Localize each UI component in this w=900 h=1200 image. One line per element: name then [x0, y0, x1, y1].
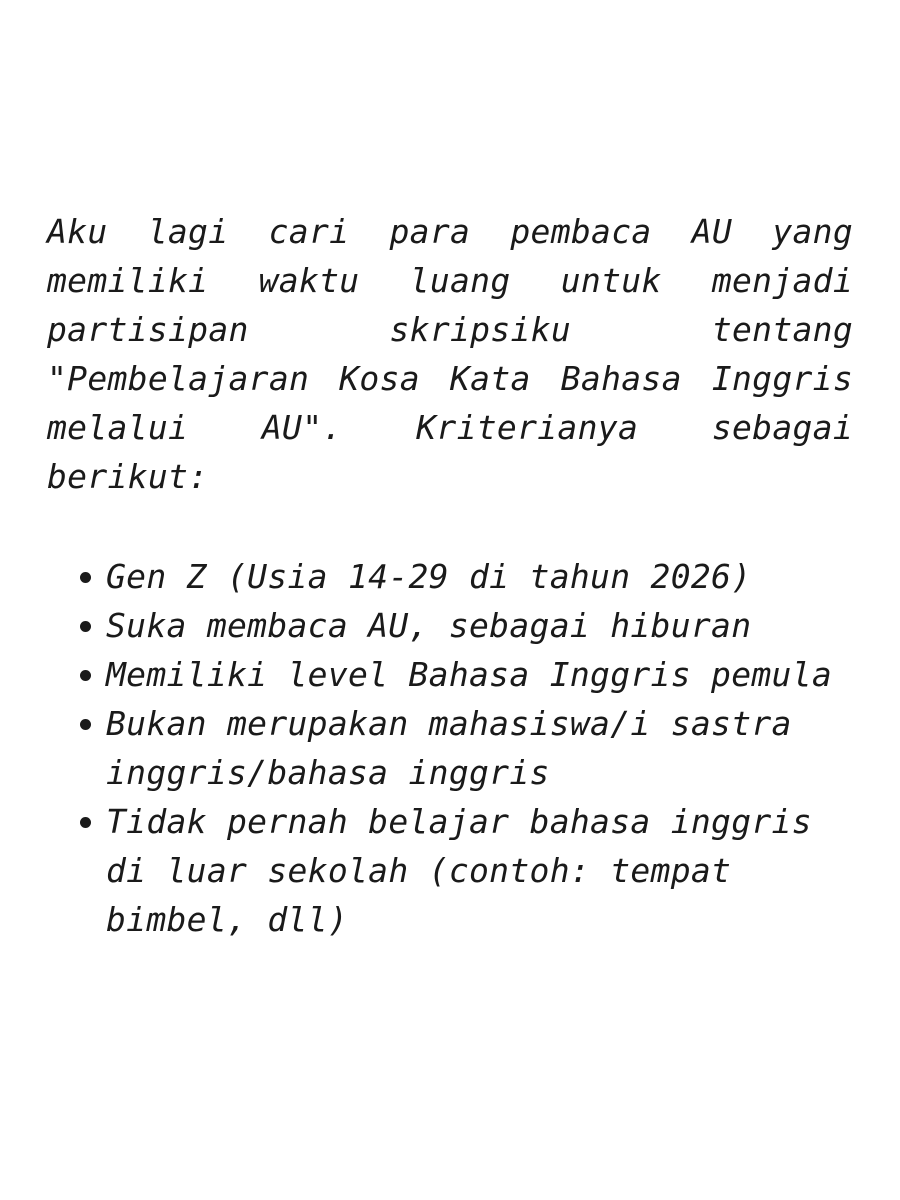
criteria-text: Suka membaca AU, sebagai hiburan — [106, 606, 752, 645]
list-item — [106, 699, 866, 797]
bullet-icon — [80, 670, 91, 681]
list-item — [106, 552, 866, 601]
criteria-text: Memiliki level Bahasa Inggris pemula — [106, 655, 833, 694]
list-item — [106, 601, 866, 650]
criteria-text: Tidak pernah belajar bahasa inggris di luar sekolah (contoh: tempat bimbel, dll) — [106, 802, 812, 939]
criteria-text: Gen Z (Usia 14-29 di tahun 2026) — [106, 557, 752, 596]
list-item — [106, 650, 866, 699]
intro-paragraph: Aku lagi cari para pembaca AU yang memiliki waktu luang untuk menjadi partisipan skripsiku tentang "Pembelajaran Kosa Kata Bahasa Inggris melalui AU". Kriterianya sebagai berikut: — [47, 212, 853, 496]
bullet-icon — [80, 621, 91, 632]
bullet-icon — [80, 572, 91, 583]
list-item — [106, 797, 866, 944]
bullet-icon — [80, 719, 91, 730]
criteria-list — [106, 552, 866, 944]
bullet-icon — [80, 817, 91, 828]
criteria-text: Bukan merupakan mahasiswa/i sastra inggris/bahasa inggris — [106, 704, 792, 792]
